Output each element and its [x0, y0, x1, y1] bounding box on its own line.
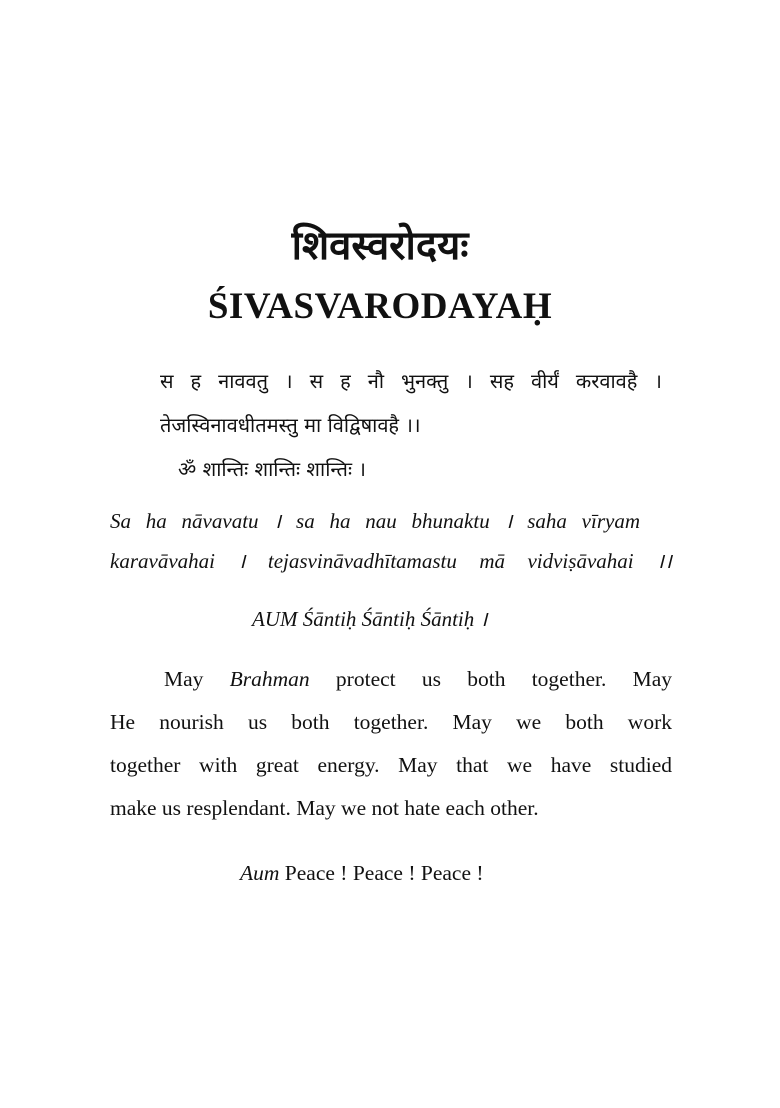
- translation-line-2: He nourish us both together. May we both work: [110, 710, 672, 734]
- translation-line-1-post: protect us both together. May: [309, 667, 672, 691]
- title-devanagari: शिवस्वरोदयः: [291, 223, 469, 269]
- translation-line-4: make us resplendant. May we not hate each other.: [110, 796, 539, 820]
- translation-line-1: [164, 664, 672, 694]
- peace-invocation: AUM Śāntiḥ Śāntiḥ Śāntiḥ ।: [252, 607, 488, 631]
- translation-line-1-pre: May: [164, 667, 230, 691]
- closing-aum: Aum: [240, 861, 280, 885]
- brahman-term: Brahman: [229, 667, 310, 691]
- translation-line-3: together with great energy. May that we have studied: [110, 753, 672, 777]
- mantra-devanagari-line-3: ॐ शान्तिः शान्तिः शान्तिः ।: [178, 457, 366, 481]
- closing-peace-text: Peace ! Peace ! Peace !: [279, 861, 484, 885]
- mantra-devanagari-line-1: स ह नाववतु । स ह नौ भुनक्तु । सह वीर्यं करवावहै ।: [160, 369, 662, 393]
- transliteration-line-2: karavāvahai । tejasvināvadhītamastu mā vidviṣāvahai ।।: [110, 549, 672, 573]
- closing-peace: [240, 858, 484, 888]
- mantra-devanagari-line-2: तेजस्विनावधीतमस्तु मा विद्विषावहै ।।: [160, 413, 421, 437]
- title-roman: ŚIVASVARODAYAḤ: [207, 286, 553, 327]
- transliteration-line-1: Sa ha nāvavatu । sa ha nau bhunaktu । saha vīryam: [110, 509, 640, 533]
